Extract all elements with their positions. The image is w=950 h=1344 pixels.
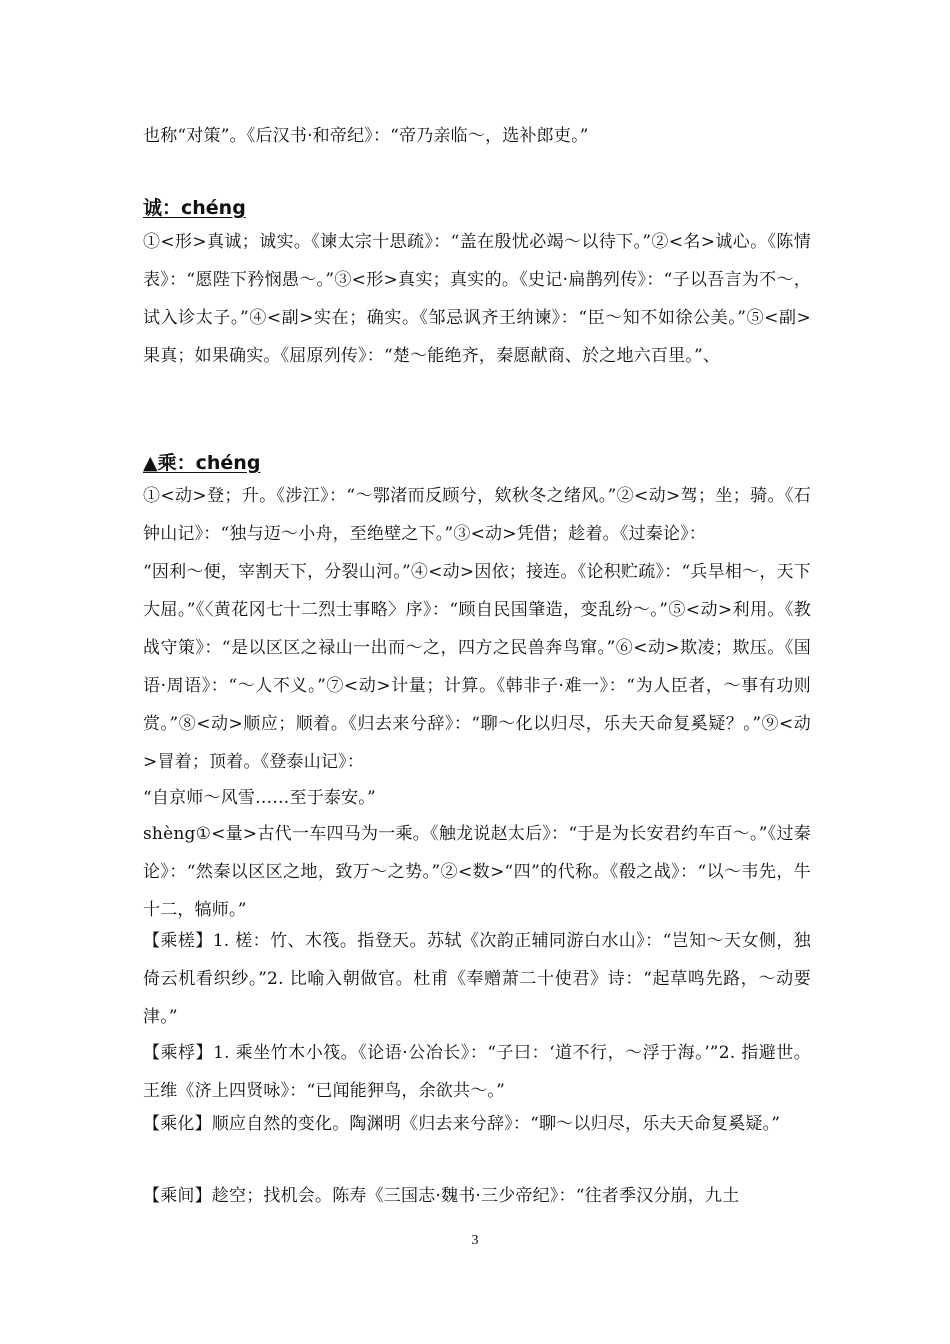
intro-paragraph: 也称“对策”。《后汉书·和帝纪》：“帝乃亲临～，选补郎吏。”: [143, 126, 589, 146]
entry-body-cheng-honest: ①<形>真诚；诚实。《谏太宗十思疏》：“盖在殷忧必竭～以待下。”②<名>诚心。《陈情表》：“愿陛下矜悯愚～。”③<形>真实；真实的。《史记·扁鹊列传》：“子以吾言为不～，试入诊太子。”④<副>实在；确实。《邹忌讽齐王纳谏》：“臣～知不如徐公美。”⑤<副>果真；如果确实。《屈原列传》：“楚～能绝齐，秦愿献商、於之地六百里。”、: [143, 232, 811, 366]
sheng-reading-paragraph: shèng①<量>古代一车四马为一乘。《触龙说赵太后》：“于是为长安君约车百～。”《过秦论》：“然秦以区区之地，致万～之势。”②<数>“四”的代称。《殽之战》：“以～韦先，牛十二，犒师。”: [143, 824, 811, 920]
page-number: 3: [471, 1233, 479, 1248]
entry-body-cheng-ride-part1: ①<动>登；升。《涉江》：“～鄂渚而反顾兮，欸秋冬之绪风。”②<动>驾；坐；骑。《石钟山记》：“独与迈～小舟，至绝壁之下。”③<动>凭借；趁着。《过秦论》：: [143, 486, 811, 544]
entry-body-cheng-ride-part2: “因利～便，宰割天下，分裂山河。”④<动>因依；接连。《论积贮疏》：“兵旱相～，天下大屈。”《〈黄花冈七十二烈士事略〉序》：“顾自民国肇造，变乱纷～。”⑤<动>利用。《教战守策》：“是以区区之禄山一出而～之，四方之民兽奔鸟窜。”⑥<动>欺凌；欺压。《国语·周语》：“～人不义。”⑦<动>计量；计算。《韩非子·难一》：“为人臣者，～事有功则赏。”⑧<动>顺应；顺着。《归去来兮辞》：“聊～化以归尽，乐夫天命复奚疑？。”⑨<动>冒着；顶着。《登泰山记》：: [143, 562, 811, 772]
compound-entry: 【乘槎】1. 槎：竹、木筏。指登天。苏轼《次韵正辅同游白水山》：“岂知～天女侧，独倚云机看织纱。”2. 比喻入朝做官。杜甫《奉赠萧二十使君》诗：“起草鸣先路，～动要津。”: [143, 931, 811, 1027]
compound-entry: 【乘化】顺应自然的变化。陶渊明《归去来兮辞》：“聊～以归尽，乐夫天命复奚疑。”: [143, 1114, 781, 1134]
compound-entry: 【乘桴】1. 乘坐竹木小筏。《论语·公冶长》：“子曰：‘道不行，～浮于海。’”2. 指避世。王维《济上四贤咏》：“已闻能狎鸟，余欲共～。”: [143, 1043, 811, 1101]
entry-heading-cheng-honest: 诚：chéng: [143, 197, 246, 219]
compound-entry: 【乘间】趁空；找机会。陈寿《三国志·魏书·三少帝纪》：“往者季汉分崩，九土: [143, 1186, 740, 1206]
entry-body-cheng-ride-part3: “自京师～风雪……至于泰安。”: [143, 788, 376, 808]
entry-heading-cheng-ride: ▲乘：chéng: [143, 452, 261, 474]
